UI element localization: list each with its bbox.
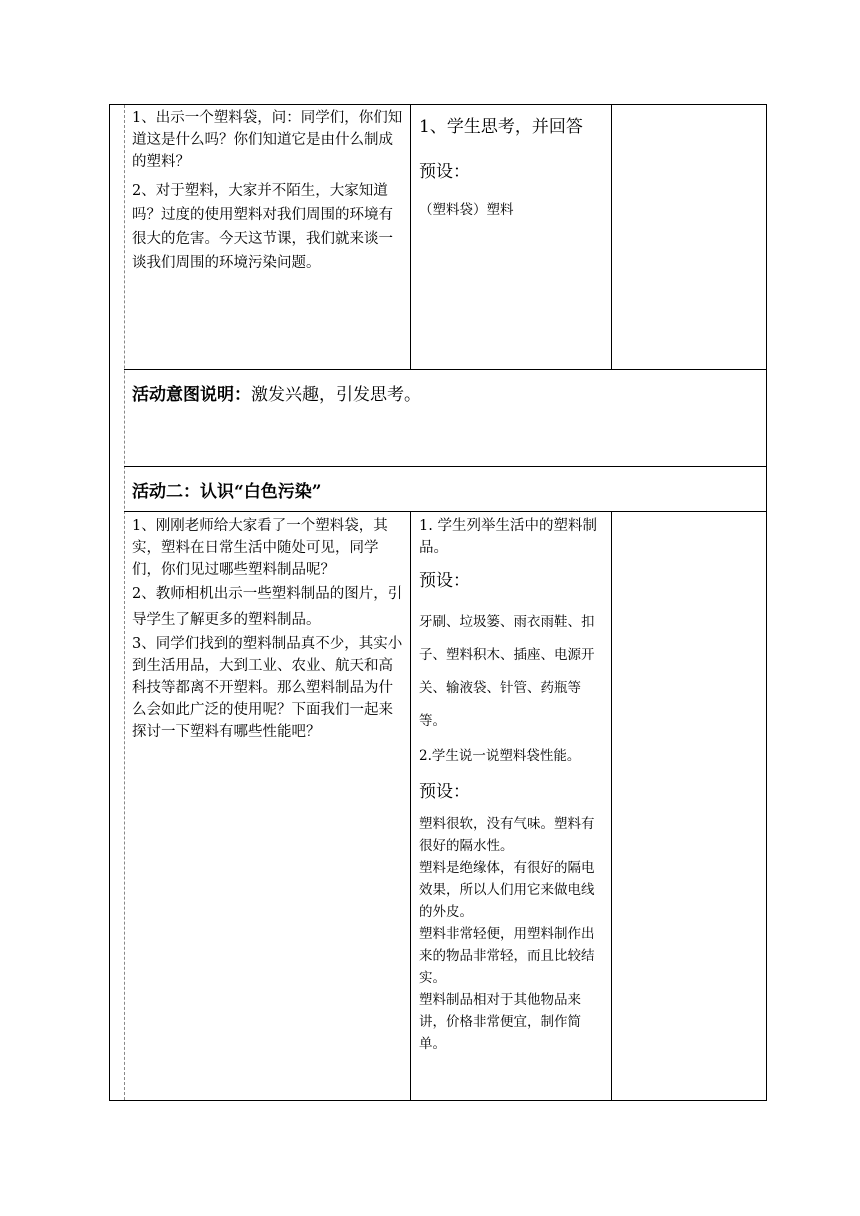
row2-col-divider-2 <box>611 511 612 1101</box>
row2-teacher-step-1: 1、刚刚老师给大家看了一个塑料袋，其实，塑料在日常生活中随处可见，同学们，你们见过哪些塑料制品呢？ <box>132 518 388 578</box>
table-right-border <box>766 104 767 1101</box>
row2-student-cell <box>419 515 607 1055</box>
row2-properties-list <box>419 813 607 1055</box>
row2-preset2-label: 预设： <box>419 782 470 802</box>
row2-teacher-step-3: 3、同学们找到的塑料制品真不少，其实小到生活用品，大到工业、农业、航天和高科技等都离不开塑料。那么塑料制品为什么会如此广泛的使用呢？下面我们一起来探讨一下塑料有哪些性能吧？ <box>132 636 403 740</box>
row2-col-divider-1 <box>410 511 411 1101</box>
intent-bottom-border <box>124 466 767 467</box>
row1-teacher-step-2: 2、对于塑料，大家并不陌生，大家知道吗？过度的使用塑料对我们周围的环境有很大的危害。今天这节课，我们就来谈一谈我们周围的环境污染问题。 <box>132 183 393 271</box>
inner-margin-line <box>124 105 125 1100</box>
row1-col-divider-1 <box>410 104 411 370</box>
row2-preset1-text: 牙刷、垃圾篓、雨衣雨鞋、扣子、塑料积木、插座、电源开关、输液袋、针管、药瓶等等。 <box>419 614 595 729</box>
property-item: 塑料非常轻便，用塑料制作出来的物品非常轻，而且比较结实。 <box>419 926 595 986</box>
intent-label: 活动意图说明： <box>132 385 251 405</box>
row1-teacher-cell <box>132 107 406 275</box>
table-top-border <box>109 104 767 105</box>
row2-teacher-step-2: 2、教师相机出示一些塑料制品的图片，引导学生了解更多的塑料制品。 <box>132 586 403 628</box>
row1-student-cell <box>419 114 607 221</box>
row1-student-answer: 1、学生思考，并回答 <box>419 117 583 137</box>
property-item: 塑料是绝缘体，有很好的隔电效果，所以人们用它来做电线的外皮。 <box>419 860 595 920</box>
intent-row <box>132 382 752 408</box>
row1-bottom-border <box>124 369 767 370</box>
property-item: 塑料很软，没有气味。塑料有很好的隔水性。 <box>419 816 595 854</box>
row1-preset-text: （塑料袋）塑料 <box>419 202 514 218</box>
row1-preset-label: 预设： <box>419 162 470 182</box>
row2-preset1-label: 预设： <box>419 571 470 591</box>
table-bottom-border <box>109 1100 767 1101</box>
table-left-border <box>109 104 110 1101</box>
row1-col-divider-2 <box>611 104 612 370</box>
row1-teacher-step-1: 1、出示一个塑料袋，问：同学们，你们知道这是什么吗？你们知道它是由什么制成的塑料？ <box>132 110 403 170</box>
intent-text: 激发兴趣，引发思考。 <box>251 385 421 405</box>
row2-student-item-2: 2.学生说一说塑料袋性能。 <box>419 748 581 764</box>
activity2-bottom-border <box>124 511 767 512</box>
property-item: 塑料制品相对于其他物品来讲，价格非常便宜，制作简单。 <box>419 992 581 1052</box>
activity2-title: 活动二：认识“白色污染” <box>132 482 322 502</box>
row2-teacher-cell <box>132 515 406 743</box>
row2-student-item-1: 1. 学生列举生活中的塑料制品。 <box>419 518 597 556</box>
